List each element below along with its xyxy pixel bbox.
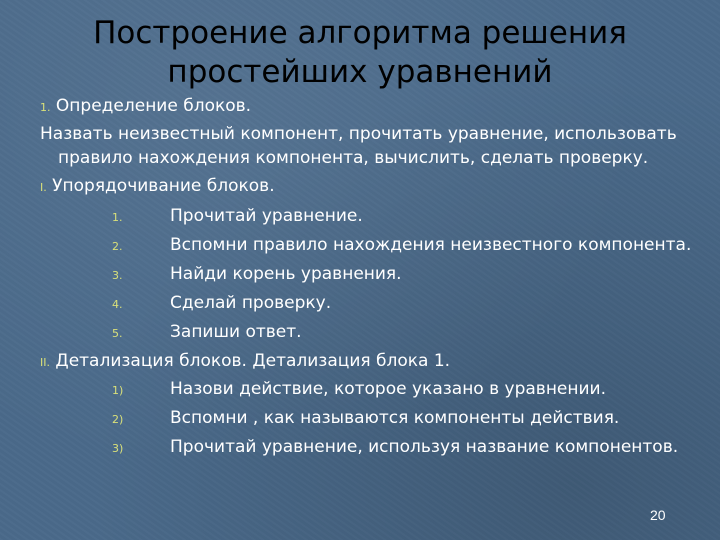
sub-item-number: 1. (112, 211, 123, 224)
detail-item-text: Назови действие, которое указано в уравнении. (170, 379, 607, 399)
item-ordering (40, 174, 275, 200)
sub-item (112, 320, 123, 346)
sub-item-text: Вспомни правило нахождения неизвестного компонента. (170, 235, 692, 255)
sub-item-number: 5. (112, 327, 123, 340)
sub-item-text: Запиши ответ. (170, 322, 302, 342)
sub-item (112, 262, 123, 288)
detail-item-number: 2) (112, 413, 124, 426)
detail-item (112, 377, 123, 403)
sub-item-text: Найди корень уравнения. (170, 264, 402, 284)
item-definition (40, 94, 251, 120)
title-line-2: простейших уравнений (167, 54, 553, 90)
item-detailing (40, 349, 450, 375)
paragraph-line: Назвать неизвестный компонент, прочитать уравнение, использовать (40, 124, 677, 144)
detail-item (112, 406, 123, 432)
detail-item-number: 1) (112, 384, 124, 397)
item-text: Определение блоков. (55, 96, 252, 116)
sub-item (112, 233, 123, 259)
detail-item-text: Прочитай уравнение, используя название компонентов. (170, 437, 679, 457)
sub-item (112, 204, 123, 230)
detail-item-text: Вспомни , как называются компоненты действия. (170, 408, 620, 428)
item-text: Упорядочивание блоков. (52, 176, 275, 196)
sub-item (112, 291, 123, 317)
sub-item-number: 2. (112, 240, 123, 253)
sub-item-number: 4. (112, 298, 123, 311)
item-text: Детализация блоков. Детализация блока 1. (55, 351, 451, 371)
item-number: II. (40, 356, 50, 369)
detail-item (112, 435, 123, 461)
paragraph-line: правило нахождения компонента, вычислить, сделать проверку. (58, 148, 649, 168)
slide-title (60, 14, 660, 92)
sub-item-text: Прочитай уравнение. (170, 206, 363, 226)
sub-item-text: Сделай проверку. (170, 293, 332, 313)
item-number: I. (40, 181, 47, 194)
detail-item-number: 3) (112, 442, 124, 455)
title-line-1: Построение алгоритма решения (93, 15, 627, 51)
item-number: 1. (40, 101, 51, 114)
page-number: 20 (650, 507, 666, 523)
sub-item-number: 3. (112, 269, 123, 282)
